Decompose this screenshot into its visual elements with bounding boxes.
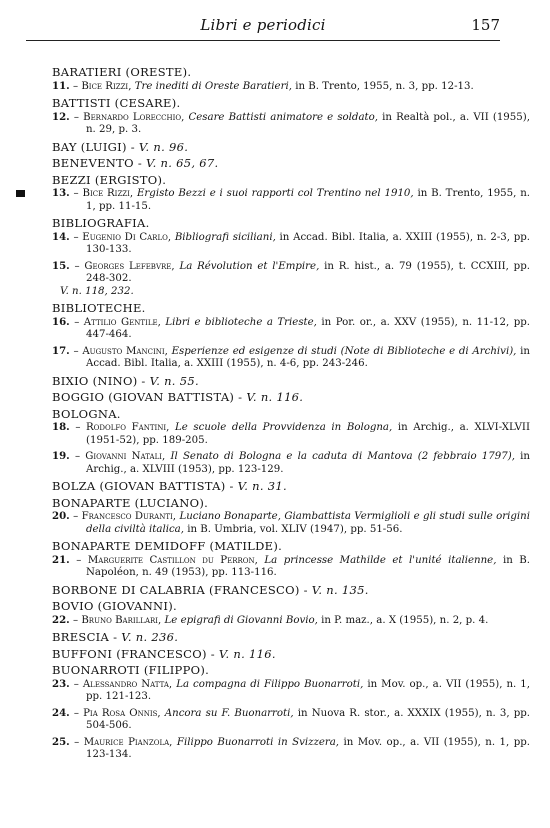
- entry-source: in Mov. op., a. VII (1955), n. 1, pp. 121-123.: [86, 678, 530, 702]
- cross-reference: V. n. 236.: [121, 630, 179, 644]
- cross-reference: V. n. 65, 67.: [145, 156, 219, 170]
- entry-source: in Realtà pol., a. VII (1955), n. 29, p. 3.: [86, 111, 530, 135]
- entry-title: Luciano Bonaparte, Giambattista Vermiglioli e gli studi sulle origini della civiltà italica,: [86, 511, 531, 535]
- bibliography-entry: 23. – Alessandro Natta, La compagna di Filippo Buonarroti, in Mov. op., a. VII (1955), n. 1, pp. 121-123.: [52, 677, 530, 702]
- entry-author: Eugenio Di Carlo,: [82, 231, 172, 243]
- entry-title: Le scuole della Provvidenza in Bologna,: [175, 422, 393, 433]
- subject-heading-text: BIXIO (NINO) -: [52, 373, 146, 388]
- entry-number: 21.: [52, 553, 70, 566]
- subject-heading: [14, 174, 530, 187]
- entry-number: 15.: [52, 259, 70, 272]
- bibliography-list: [14, 62, 530, 765]
- subject-heading: [14, 141, 530, 154]
- entry-source: in Accad. Bibl. Italia, a. XXIII (1955), n. 4-6, pp. 243-246.: [86, 345, 530, 369]
- entry-number: 16.: [52, 315, 70, 328]
- bibliography-entry: 18. – Rodolfo Fantini, Le scuole della Provvidenza in Bologna, in Archig., a. XLVI-XLVII (1951-52), pp. 189-205.: [52, 421, 530, 446]
- bibliography-entry: 15. – Georges Lefebvre, La Révolution et l'Empire, in R. hist., a. 79 (1955), t. CCXIII, pp. 248-302. V. n. 118, 232.: [52, 259, 530, 297]
- bibliography-entry: 16. – Attilio Gentile, Libri e biblioteche a Trieste, in Por. or., a. XXV (1955), n. 11-12, pp. 447-464.: [52, 315, 530, 340]
- subject-heading-text: BEZZI (ERGISTO).: [52, 172, 167, 187]
- entry-author: Maurice Pianzola,: [83, 736, 173, 748]
- entry-number: 23.: [52, 677, 70, 690]
- entry-title: Tre inediti di Oreste Baratieri,: [134, 80, 292, 92]
- entry-number: 19.: [52, 450, 70, 462]
- subject-heading-text: BOGGIO (GIOVAN BATTISTA) -: [52, 390, 243, 404]
- subject-heading-text: BIBLIOGRAFIA.: [52, 216, 150, 230]
- entry-title: Esperienze ed esigenze di studi (Note di Biblioteche e di Archivi),: [171, 345, 517, 357]
- bibliography-entry: 11. – Bice Rizzi, Tre inediti di Oreste Baratieri, in B. Trento, 1955, n. 3, pp. 12-13.: [52, 79, 474, 92]
- subject-heading: [14, 631, 530, 644]
- entry-author: Augusto Mancini,: [82, 345, 168, 357]
- subject-heading-text: BONAPARTE (LUCIANO).: [52, 495, 209, 510]
- entry-author: Giovanni Natali,: [85, 451, 166, 462]
- cross-reference: V. n. 31.: [237, 479, 287, 493]
- entry-source: in P. maz., a. X (1955), n. 2, p. 4.: [321, 614, 489, 626]
- subject-heading: [14, 497, 530, 510]
- subject-heading: [14, 66, 530, 79]
- subject-heading-text: BUFFONI (FRANCESCO) -: [52, 646, 215, 661]
- entry-title: La princesse Mathilde et l'unité italienne,: [264, 554, 497, 566]
- subject-heading: [14, 648, 530, 661]
- entry-cross-reference: V. n. 118, 232.: [60, 285, 134, 297]
- subject-heading: [14, 584, 530, 597]
- cross-reference: V. n. 135.: [311, 582, 369, 597]
- entry-number: 24.: [52, 706, 70, 719]
- entry-number: 14.: [52, 230, 70, 243]
- subject-heading-text: BONAPARTE DEMIDOFF (MATILDE).: [52, 539, 283, 553]
- subject-heading-text: BAY (LUIGI) -: [52, 139, 135, 154]
- subject-heading: [14, 217, 530, 230]
- header-rule: [26, 40, 500, 41]
- subject-heading-text: BIBLIOTECHE.: [52, 301, 146, 315]
- entry-number: 22.: [52, 613, 70, 626]
- subject-heading-text: BOLOGNA.: [52, 406, 121, 421]
- entry-source: in R. hist., a. 79 (1955), t. CCXIII, pp. 248-302.: [86, 260, 530, 284]
- entry-source: in Archig., a. XLVI-XLVII (1951-52), pp. 189-205.: [86, 422, 530, 446]
- entry-author: Attilio Gentile,: [83, 316, 161, 328]
- bibliography-entry: 21. – Marguerite Castillon du Perron, La princesse Mathilde et l'unité italienne, in B. Napoléon, n. 49 (1953), pp. 113-116.: [52, 553, 531, 578]
- entry-number: 13.: [52, 187, 70, 199]
- entry-source: in Por. or., a. XXV (1955), n. 11-12, pp. 447-464.: [86, 316, 530, 340]
- subject-heading: [14, 540, 530, 553]
- entry-author: Rodolfo Fantini,: [86, 422, 170, 433]
- bibliography-entry: 13. – Bice Rizzi, Ergisto Bezzi e i suoi rapporti col Trentino nel 1910, in B. Trento, 1955, n. 1, pp. 11-15.: [14, 187, 530, 213]
- subject-heading-text: BOVIO (GIOVANNI).: [52, 599, 178, 613]
- subject-heading-text: BARATIERI (ORESTE).: [52, 65, 192, 79]
- subject-heading-text: BRESCIA -: [52, 630, 118, 644]
- margin-marker: [16, 190, 25, 197]
- entry-title: Il Senato di Bologna e la caduta di Mantova (2 febbraio 1797),: [170, 451, 515, 462]
- entry-author: Bice Rizzi,: [81, 80, 132, 92]
- subject-heading: [14, 480, 530, 493]
- bibliography-entry: 24. – Pia Rosa Onnis, Ancora su F. Buonarroti, in Nuova R. stor., a. XXXIX (1955), n. 3, pp. 504-506.: [52, 706, 530, 731]
- entry-number: 18.: [52, 421, 70, 433]
- entry-source: in B. Napoléon, n. 49 (1953), pp. 113-116.: [86, 554, 531, 578]
- bibliography-entry: 22. – Bruno Barillari, Le epigrafi di Giovanni Bovio, in P. maz., a. X (1955), n. 2, p. 4.: [52, 613, 489, 626]
- subject-heading-text: BOLZA (GIOVAN BATTISTA) -: [52, 479, 234, 493]
- bibliography-entry: 25. – Maurice Pianzola, Filippo Buonarroti in Svizzera, in Mov. op., a. VII (1955), n. 1, pp. 123-134.: [52, 735, 530, 760]
- entry-author: Bice Rizzi,: [82, 188, 134, 199]
- entry-title: Cesare Battisti animatore e soldato,: [188, 111, 378, 123]
- entry-author: Alessandro Natta,: [82, 678, 173, 690]
- cross-reference: V. n. 116.: [218, 646, 276, 661]
- entry-author: Pia Rosa Onnis,: [83, 707, 161, 719]
- bibliography-entry: 20. – Francesco Duranti, Luciano Bonaparte, Giambattista Vermiglioli e gli studi sulle origini della civiltà italica, in B. Umbria, vol. XLIV (1947), pp. 51-56.: [52, 510, 531, 535]
- entry-title: La Révolution et l'Empire,: [179, 260, 320, 272]
- entry-title: Libri e biblioteche a Trieste,: [165, 316, 317, 328]
- entry-title: Ergisto Bezzi e i suoi rapporti col Trentino nel 1910,: [137, 188, 414, 199]
- bibliography-entry: 17. – Augusto Mancini, Esperienze ed esigenze di studi (Note di Biblioteche e di Archivi), in Accad. Bibl. Italia, a. XXIII (1955), n. 4-6, pp. 243-246.: [52, 344, 530, 369]
- entry-number: 20.: [52, 510, 70, 522]
- bibliography-entry: 19. – Giovanni Natali, Il Senato di Bologna e la caduta di Mantova (2 febbraio 1797), in Archig., a. XLVIII (1953), pp. 123-129.: [52, 450, 530, 475]
- cross-reference: V. n. 55.: [149, 373, 199, 388]
- subject-heading: [14, 600, 530, 613]
- entry-number: 12.: [52, 110, 70, 123]
- entry-number: 25.: [52, 735, 70, 748]
- entry-source: in B. Trento, 1955, n. 3, pp. 12-13.: [295, 80, 474, 92]
- subject-heading: [14, 97, 530, 110]
- entry-author: Marguerite Castillon du Perron,: [87, 554, 258, 566]
- subject-heading: [14, 664, 530, 677]
- subject-heading: [14, 157, 530, 170]
- entry-number: 17.: [52, 344, 70, 357]
- subject-heading-text: BATTISTI (CESARE).: [52, 96, 181, 110]
- entry-title: Le epigrafi di Giovanni Bovio,: [164, 614, 318, 626]
- subject-heading: [14, 391, 530, 404]
- bibliography-entry: 14. – Eugenio Di Carlo, Bibliografi siciliani, in Accad. Bibl. Italia, a. XXIII (1955), n. 2-3, pp. 130-133.: [52, 230, 530, 255]
- entry-source: in Archig., a. XLVIII (1953), pp. 123-129.: [86, 451, 530, 475]
- subject-heading-text: BUONARROTI (FILIPPO).: [52, 663, 210, 677]
- cross-reference: V. n. 116.: [246, 390, 304, 404]
- entry-source: in Accad. Bibl. Italia, a. XXIII (1955), n. 2-3, pp. 130-133.: [86, 231, 530, 255]
- entry-title: Filippo Buonarroti in Svizzera,: [176, 736, 340, 748]
- entry-author: Francesco Duranti,: [81, 511, 177, 522]
- subject-heading: [14, 302, 530, 315]
- entry-author: Georges Lefebvre,: [84, 260, 175, 272]
- entry-author: Bernardo Lorecchio,: [83, 111, 185, 123]
- subject-heading: [14, 408, 530, 421]
- entry-title: Ancora su F. Buonarroti,: [164, 707, 294, 719]
- entry-number: 11.: [52, 79, 70, 92]
- running-header: [26, 16, 500, 38]
- entry-source: in Mov. op., a. VII (1955), n. 1, pp. 123-134.: [86, 736, 530, 760]
- cross-reference: V. n. 96.: [138, 139, 189, 154]
- entry-source: in B. Umbria, vol. XLIV (1947), pp. 51-56.: [187, 523, 403, 535]
- entry-title: La compagna di Filippo Buonarroti,: [176, 678, 364, 690]
- entry-title: Bibliografi siciliani,: [174, 231, 276, 243]
- bibliography-entry: 12. – Bernardo Lorecchio, Cesare Battisti animatore e soldato, in Realtà pol., a. VII (1955), n. 29, p. 3.: [52, 110, 530, 135]
- subject-heading-text: BORBONE DI CALABRIA (FRANCESCO) -: [52, 582, 308, 597]
- entry-source: in Nuova R. stor., a. XXXIX (1955), n. 3, pp. 504-506.: [86, 707, 530, 731]
- subject-heading-text: BENEVENTO -: [52, 156, 143, 170]
- entry-source: in B. Trento, 1955, n. 1, pp. 11-15.: [86, 188, 530, 212]
- entry-author: Bruno Barillari,: [81, 614, 162, 626]
- running-title: Libri e periodici: [200, 16, 326, 34]
- subject-heading: [14, 375, 530, 388]
- page-number: 157: [471, 16, 500, 34]
